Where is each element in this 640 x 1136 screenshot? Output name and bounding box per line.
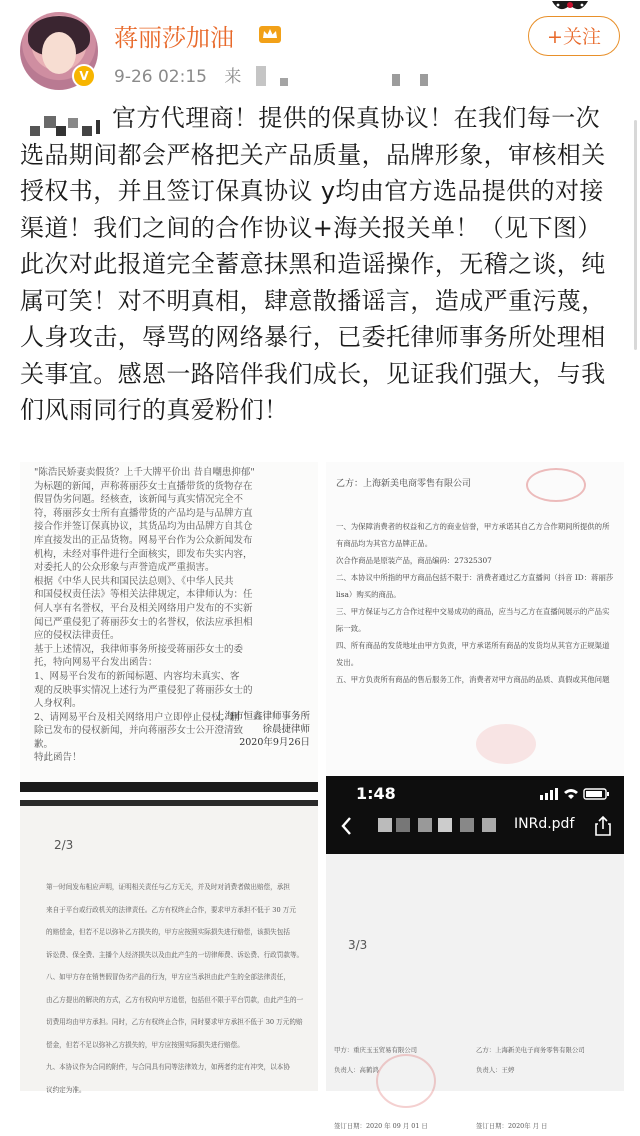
doc-line: 议约定为准。 xyxy=(46,1085,86,1094)
party-b-block xyxy=(476,1040,621,1136)
doc-signature xyxy=(140,710,310,749)
image-agreement-page2[interactable] xyxy=(20,800,318,1094)
page-number: 3/3 xyxy=(348,938,368,952)
doc-line: 一、为保障消费者的权益和乙方的商业信誉，甲方承诺其自乙方合作期间所提供的所 xyxy=(336,522,610,531)
post-source-prefix: 来 xyxy=(224,67,242,87)
doc-line: 偿金，但若不足以弥补乙方损失的，甲方应按照实际损失进行赔偿。 xyxy=(46,1040,244,1049)
doc-line: 基于上述情况，我律师事务所接受蒋丽莎女士的委 xyxy=(34,643,244,655)
doc-line: 闻已严重侵犯了蒋丽莎女士的名誉权，依法应承担相 xyxy=(34,616,253,628)
doc-line: 由乙方提出的解决的方式，乙方有权向甲方追偿，包括但不限于平台罚款，由此产生的一 xyxy=(46,995,304,1004)
phone-status-bar xyxy=(326,776,624,854)
doc-header: 乙方：上海新美电商零售有限公司 xyxy=(336,479,472,489)
doc-line: 观的反映事实情况上述行为严重侵犯了蒋丽莎女士的 xyxy=(34,684,253,696)
doc-line: "陈浩民娇妻卖假货？上千大牌平价出 昔自嘲患抑郁" xyxy=(34,467,255,478)
post-meta xyxy=(114,62,241,87)
mosaic-blur xyxy=(280,78,288,86)
follow-button[interactable]: +关注 xyxy=(528,16,620,56)
party-b: 乙方：上海新美电子商务零售有限公司 xyxy=(476,1046,585,1054)
page-number: 2/3 xyxy=(54,838,74,852)
law-firm: 上海市恒鑫律师事务所 xyxy=(214,711,310,722)
pdf-page xyxy=(326,854,624,1130)
doc-line: 托，特向网易平台发出函告： xyxy=(34,657,158,669)
username[interactable]: 蒋丽莎加油 xyxy=(114,24,234,52)
mosaic-blur xyxy=(256,66,266,86)
red-stamp xyxy=(526,468,586,502)
stamp-watermark xyxy=(476,724,536,764)
doc-line: 根据《中华人民共和国民法总则》、《中华人民共 xyxy=(34,575,234,587)
doc-line: 来自于平台或行政机关的法律责任。乙方有权终止合作，要求甲方承担不低于 30 万元 xyxy=(46,905,296,914)
doc-line: 2、请网易平台及相关网络用户立即停止侵权，删 xyxy=(34,711,240,723)
pdf-file-name: INRd.pdf xyxy=(514,816,575,832)
red-stamp xyxy=(376,1054,436,1108)
doc-line: 除已发布的侵权新闻，并向蒋丽莎女士公开澄清致 xyxy=(34,725,244,737)
doc-line: 库直接发出的正品货物。网易平台作为公众新闻发布 xyxy=(34,534,253,546)
doc-line: 何人享有名誉权，平台及相关网络用户发布的不实新 xyxy=(34,602,253,614)
doc-line: 特此函告！ xyxy=(34,752,82,764)
doc-line: 二、本协议中所指的甲方商品包括不限于：消费者通过乙方直播间（抖音 ID：蒋丽莎 xyxy=(336,573,614,582)
doc-line: 为标题的新闻，声称蒋丽莎女士直播带货的货物存在 xyxy=(34,480,253,492)
status-icons xyxy=(540,786,610,800)
doc-line: lisa）购买的商品。 xyxy=(336,590,401,599)
doc-line: 对委托人的公众形象与声誉造成严重损害。 xyxy=(34,562,215,574)
doc-line: 第一时间发布相应声明，证明相关责任与乙方无关，并及时对消费者做出赔偿，承担 xyxy=(46,883,290,891)
doc-line: 的赔偿金，但若不足以弥补乙方损失的，甲方应按照实际损失进行赔偿，该损失包括 xyxy=(46,928,290,936)
doc-line: 和国侵权责任法》等相关法律规定，本律师认为：任 xyxy=(34,589,253,601)
doc-line: 际一致。 xyxy=(336,624,366,633)
doc-line: 切费用均由甲方承担。同时，乙方有权终止合作，同时要求甲方承担不低于 30 万元的赔 xyxy=(46,1018,303,1026)
scrollbar[interactable] xyxy=(634,120,637,350)
doc-line: 人身权利。 xyxy=(34,698,82,710)
mosaic-blur xyxy=(392,74,400,86)
person-a: 负责人：高鹤鸿 xyxy=(334,1066,379,1074)
doc-line: 接合作并签订保真协议，其货品均为由品牌方自其仓 xyxy=(34,521,253,533)
doc-line: 应的侵权法律责任。 xyxy=(34,630,120,642)
image-border xyxy=(20,800,318,806)
letter-date: 2020年9月26日 xyxy=(239,737,310,748)
doc-line: 次合作商品是原装产品，商品编码：27325307 xyxy=(336,556,492,565)
image-agreement-page1[interactable] xyxy=(326,462,624,782)
date-a: 签订日期：2020 年 09 月 01 日 xyxy=(334,1122,428,1130)
status-time: 1:48 xyxy=(356,784,396,803)
doc-line: 四、所有商品的发货地址由甲方负责，甲方承诺所有商品的发货均从其官方正规渠道 xyxy=(336,641,610,650)
doc-line: 假冒伪劣问题。经核查，该新闻与真实情况完全不 xyxy=(34,494,244,506)
crown-icon xyxy=(258,24,282,44)
image-phone-pdf[interactable] xyxy=(326,776,624,1130)
doc-line: 发出。 xyxy=(336,658,359,667)
post-text: 官方代理商！提供的保真协议！在我们每一次选品期间都会严格把关产品质量，品牌形象，审核相关授权书，并且签订保真协议 y均由官方选品提供的对接渠道！我们之间的合作协议+海关报关单！（见下图）此次对此报道完全蓄意抹黑和造谣操作，无稽之谈，纯属可笑！对不明真相，肆意散播谣言，造成严重污蔑，人身攻击，辱骂的网络暴行，已委托律师事务所处理相关事宜。感恩一路陪伴我们成长，见证我们强大，与我们风雨同行的真爱粉们！ xyxy=(20,104,606,424)
doc-line: 八、如甲方存在销售假冒伪劣产品的行为，甲方应当承担由此产生的全部法律责任， xyxy=(46,973,290,981)
doc-line: 有商品均为其官方品牌正品。 xyxy=(336,539,433,548)
back-arrow-icon[interactable] xyxy=(340,816,354,836)
doc-line: 三、甲方保证与乙方合作过程中交易成功的商品，应当与乙方在直播间展示的产品实 xyxy=(336,607,610,616)
lawyer-name: 徐晨捷律师 xyxy=(262,724,310,735)
party-a: 甲方：重庆玉玉贸易有限公司 xyxy=(334,1046,418,1054)
mosaic-blur xyxy=(378,816,508,834)
doc-line: 机构，未经对事件进行全面核实，即发布失实内容， xyxy=(34,548,253,560)
doc-line: 九、本协议作为合同的附件，与合同具有同等法律效力，如两者约定有冲突，以本协 xyxy=(46,1063,290,1071)
doc-line: 歉。 xyxy=(34,738,54,750)
verified-badge-icon: V xyxy=(72,64,96,88)
share-icon[interactable] xyxy=(594,816,612,836)
doc-line: 1、网易平台发布的新闻标题、内容均未真实、客 xyxy=(34,670,240,682)
image-lawyer-letter[interactable] xyxy=(20,462,318,792)
doc-text xyxy=(46,876,308,1101)
date-b: 签订日期：2020年 月 日 xyxy=(476,1122,548,1130)
post-time: 9-26 02:15 xyxy=(114,67,207,87)
mosaic-blur xyxy=(420,74,428,86)
person-b: 负责人：王婷 xyxy=(476,1066,515,1074)
doc-line: 诉讼费、保全费、主播个人经济损失以及由此产生的一切律师费、诉讼费、行政罚款等。 xyxy=(46,950,304,959)
doc-line: 符，蒋丽莎女士所有直播带货的产品均是与品牌方直 xyxy=(34,507,253,519)
doc-text xyxy=(336,518,616,688)
doc-line: 五、甲方负责所有商品的售后服务工作，消费者对甲方商品的品质、真假或其他问题 xyxy=(336,675,610,684)
image-border xyxy=(20,782,318,792)
decoration-bow xyxy=(548,0,592,14)
